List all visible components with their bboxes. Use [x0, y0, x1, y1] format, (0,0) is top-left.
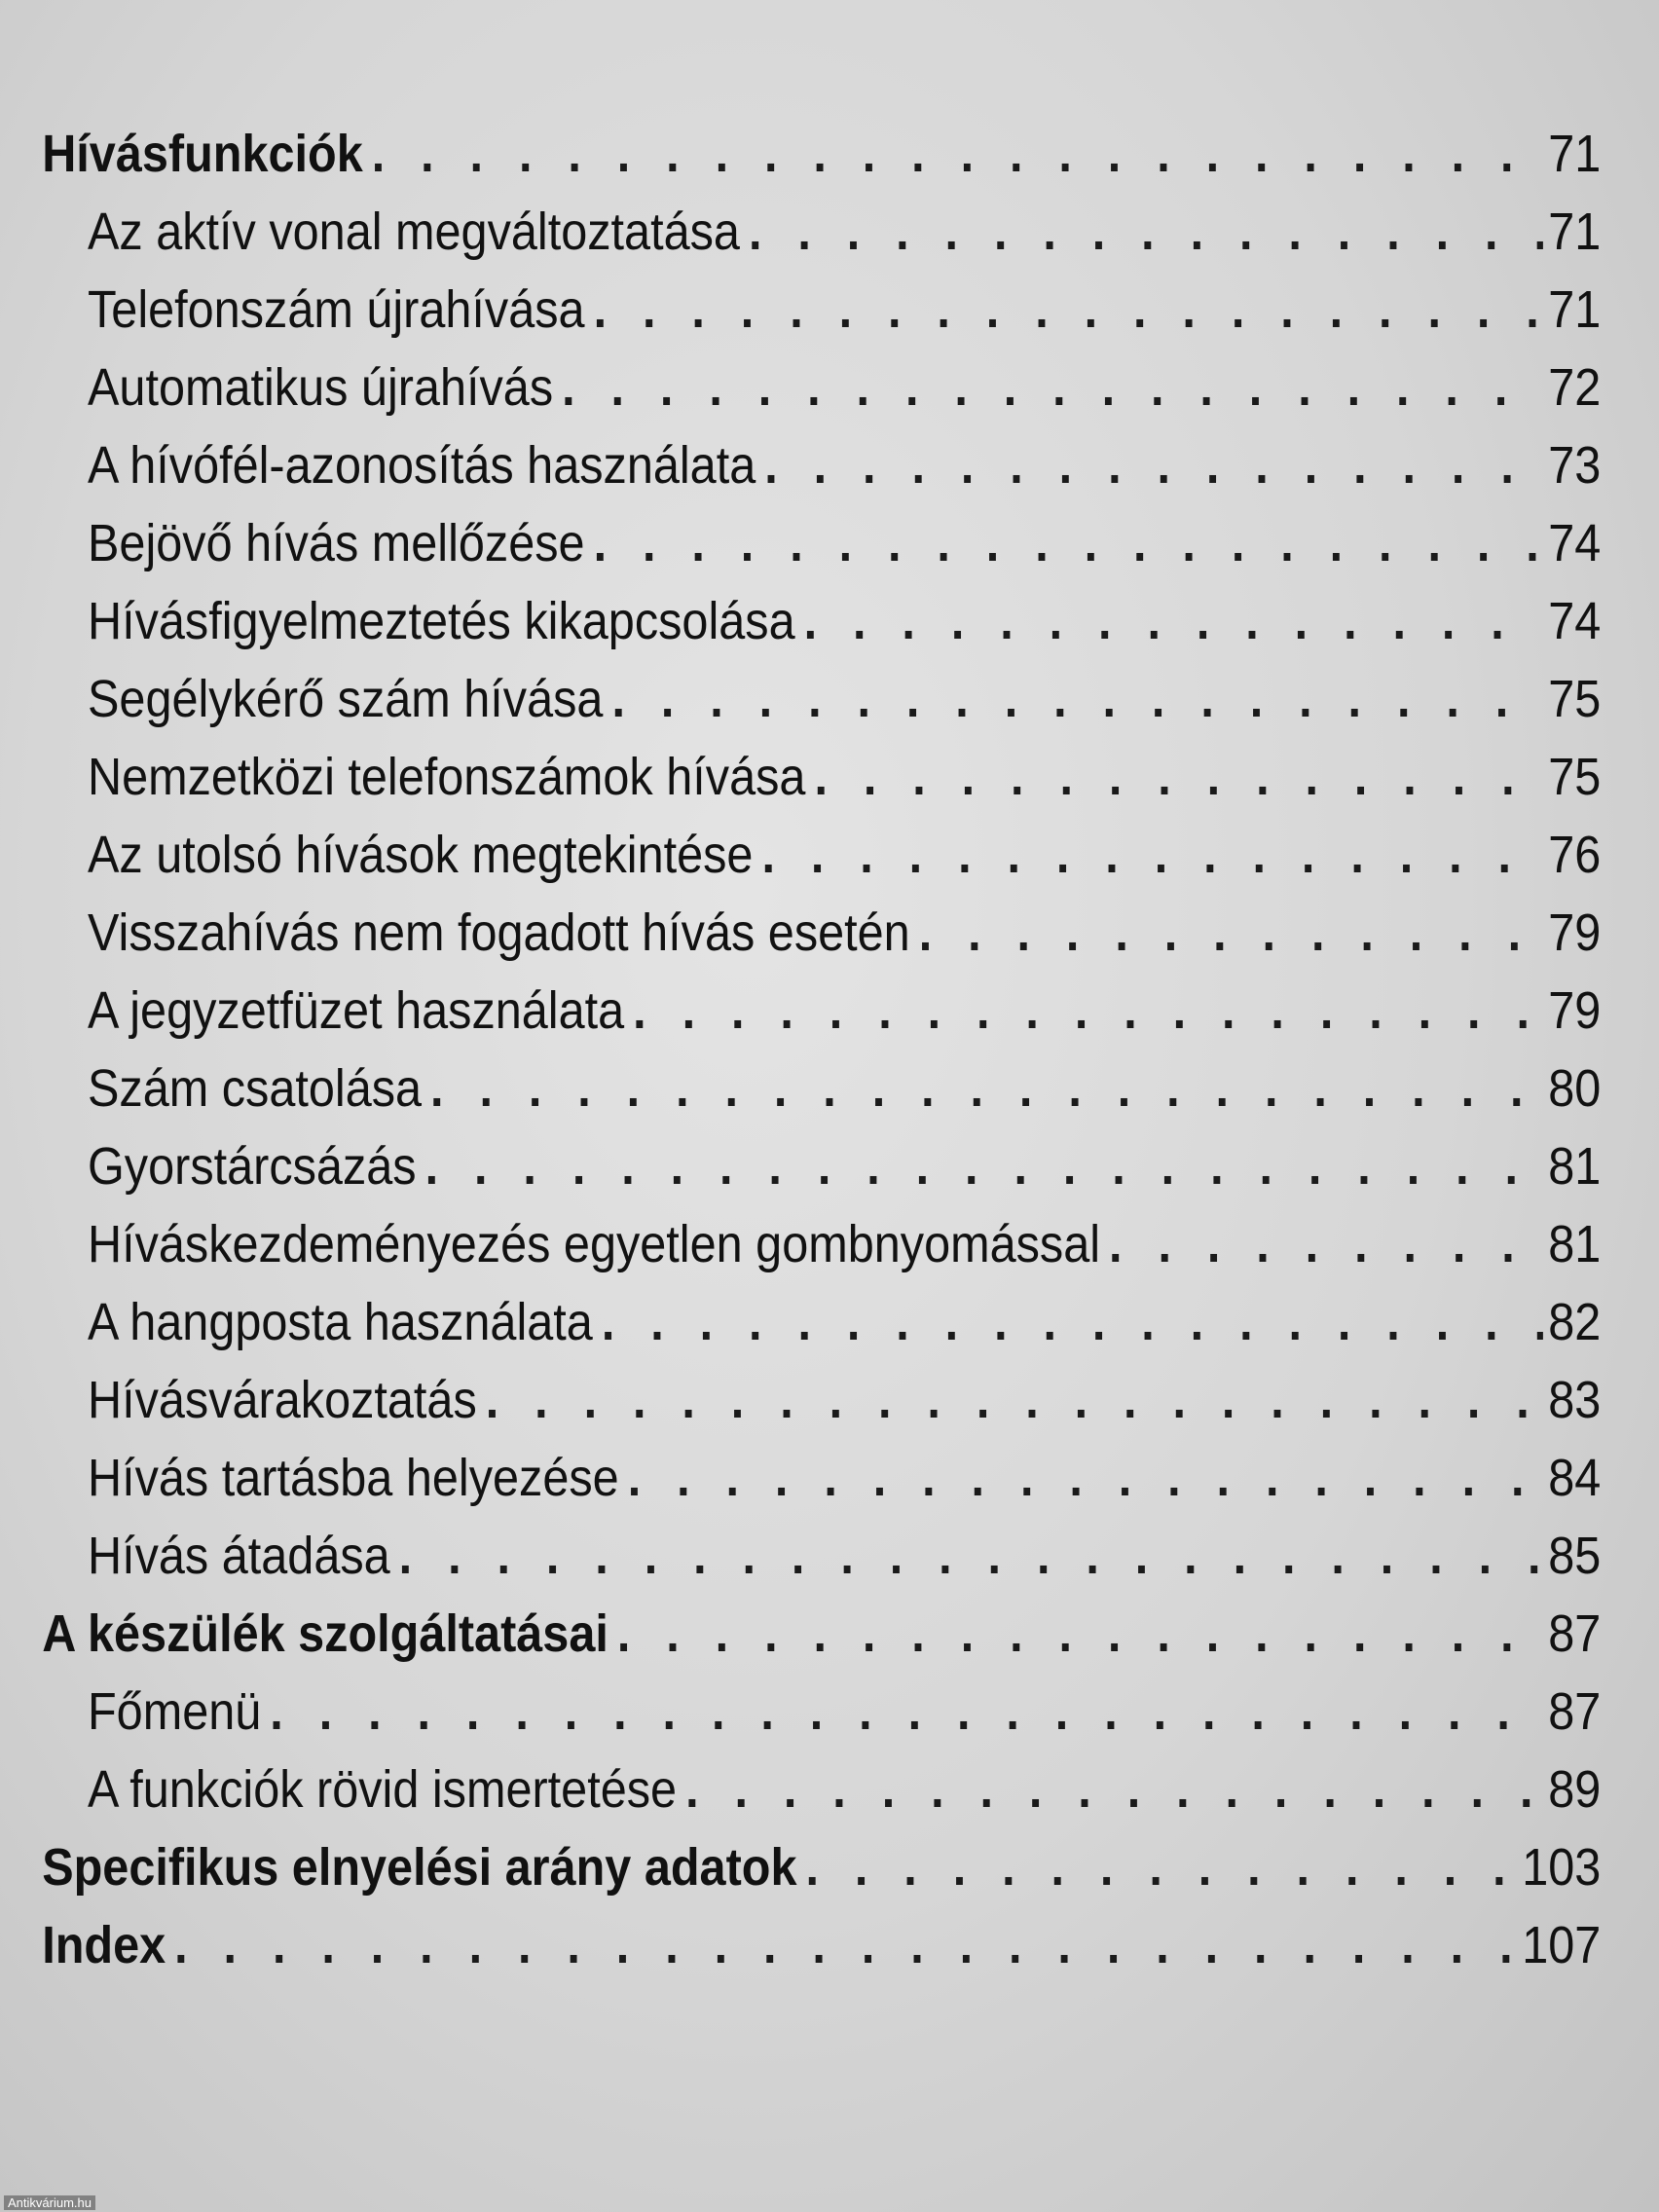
dot-leader [372, 115, 1543, 193]
toc-entry-page-number: 74 [1548, 592, 1602, 650]
toc-entry-title: Segélykérő szám hívása [88, 670, 604, 728]
toc-entry-page-number: 82 [1548, 1293, 1602, 1351]
toc-entry-title: Az aktív vonal megváltoztatása [88, 203, 740, 261]
dot-leader [919, 894, 1543, 972]
toc-section-entry [0, 972, 1659, 1050]
toc-section-entry [0, 1283, 1659, 1361]
toc-entry-title: Nemzetközi telefonszámok hívása [88, 748, 806, 806]
toc-entry-title: Gyorstárcsázás [88, 1137, 417, 1196]
toc-section-entry [0, 1050, 1659, 1127]
toc-entry-title: Hívás átadása [88, 1527, 390, 1585]
dot-leader [804, 582, 1543, 660]
dot-leader [761, 816, 1542, 894]
toc-entry-title: Specifikus elnyelési arány adatok [42, 1838, 797, 1897]
toc-entry-title: Bejövő hívás mellőzése [88, 514, 585, 572]
dot-leader [764, 426, 1543, 504]
toc-entry-page-number: 80 [1548, 1059, 1602, 1118]
toc-section-entry [0, 1205, 1659, 1283]
toc-entry-page-number: 103 [1522, 1838, 1602, 1897]
toc-entry-title: Az utolsó hívások megtekintése [88, 826, 754, 884]
toc-section-entry [0, 1127, 1659, 1205]
toc-entry-title: A készülék szolgáltatásai [42, 1604, 608, 1663]
toc-entry-title: Híváskezdeményezés egyetlen gombnyomással [88, 1215, 1101, 1273]
dot-leader [594, 504, 1543, 582]
dot-leader [611, 660, 1542, 738]
toc-chapter-entry [0, 1906, 1659, 1984]
dot-leader [594, 271, 1543, 349]
toc-entry-title: A jegyzetfüzet használata [88, 981, 625, 1040]
toc-entry-page-number: 72 [1548, 358, 1602, 417]
toc-entry-page-number: 83 [1548, 1371, 1602, 1429]
toc-entry-page-number: 71 [1548, 125, 1602, 183]
dot-leader [814, 738, 1542, 816]
dot-leader [602, 1283, 1543, 1361]
watermark: Antikvárium.hu [4, 2195, 95, 2210]
toc-entry-page-number: 75 [1548, 748, 1602, 806]
toc-section-entry [0, 1439, 1659, 1517]
dot-leader [1109, 1205, 1543, 1283]
dot-leader [685, 1751, 1543, 1828]
toc-entry-page-number: 79 [1548, 903, 1602, 962]
toc-section-entry [0, 660, 1659, 738]
dot-leader [425, 1127, 1543, 1205]
dot-leader [399, 1517, 1543, 1595]
toc-entry-page-number: 76 [1548, 826, 1602, 884]
toc-entry-title: A funkciók rövid ismertetése [88, 1760, 678, 1819]
toc-entry-page-number: 85 [1548, 1527, 1602, 1585]
dot-leader [270, 1673, 1543, 1751]
toc-section-entry [0, 271, 1659, 349]
toc-section-entry [0, 894, 1659, 972]
toc-entry-title: Telefonszám újrahívása [88, 280, 585, 339]
toc-section-entry [0, 349, 1659, 426]
toc-section-entry [0, 816, 1659, 894]
toc-section-entry [0, 582, 1659, 660]
toc-entry-page-number: 81 [1548, 1137, 1602, 1196]
toc-entry-page-number: 87 [1548, 1682, 1602, 1741]
toc-section-entry [0, 1751, 1659, 1828]
toc-chapter-entry [0, 115, 1659, 193]
dot-leader [749, 193, 1543, 271]
toc-entry-page-number: 75 [1548, 670, 1602, 728]
dot-leader [805, 1828, 1516, 1906]
toc-entry-title: Automatikus újrahívás [88, 358, 554, 417]
toc-entry-title: Főmenü [88, 1682, 262, 1741]
toc-section-entry [0, 426, 1659, 504]
toc-entry-title: Visszahívás nem fogadott hívás esetén [88, 903, 910, 962]
toc-section-entry [0, 193, 1659, 271]
toc-entry-title: A hívófél-azonosítás használata [88, 436, 756, 495]
toc-entry-page-number: 81 [1548, 1215, 1602, 1273]
toc-entry-title: Hívásfigyelmeztetés kikapcsolása [88, 592, 795, 650]
toc-section-entry [0, 1673, 1659, 1751]
toc-entry-title: Index [42, 1916, 166, 1974]
toc-section-entry [0, 1517, 1659, 1595]
toc-section-entry [0, 504, 1659, 582]
dot-leader [430, 1050, 1543, 1127]
toc-entry-page-number: 71 [1548, 280, 1602, 339]
toc-entry-title: Hívásvárakoztatás [88, 1371, 477, 1429]
toc-entry-page-number: 71 [1548, 203, 1602, 261]
dot-leader [174, 1906, 1517, 1984]
toc-entry-page-number: 74 [1548, 514, 1602, 572]
table-of-contents [0, 115, 1659, 1984]
toc-entry-page-number: 107 [1522, 1916, 1602, 1974]
toc-chapter-entry [0, 1828, 1659, 1906]
toc-entry-title: A hangposta használata [88, 1293, 593, 1351]
dot-leader [486, 1361, 1543, 1439]
toc-section-entry [0, 1361, 1659, 1439]
toc-chapter-entry [0, 1595, 1659, 1673]
toc-entry-page-number: 89 [1548, 1760, 1602, 1819]
dot-leader [562, 349, 1543, 426]
toc-section-entry [0, 738, 1659, 816]
toc-entry-title: Hívás tartásba helyezése [88, 1449, 619, 1507]
dot-leader [617, 1595, 1543, 1673]
toc-entry-page-number: 79 [1548, 981, 1602, 1040]
dot-leader [633, 972, 1543, 1050]
toc-entry-title: Hívásfunkciók [42, 125, 363, 183]
dot-leader [628, 1439, 1543, 1517]
toc-entry-page-number: 87 [1548, 1604, 1602, 1663]
toc-entry-title: Szám csatolása [88, 1059, 423, 1118]
toc-entry-page-number: 84 [1548, 1449, 1602, 1507]
toc-entry-page-number: 73 [1548, 436, 1602, 495]
